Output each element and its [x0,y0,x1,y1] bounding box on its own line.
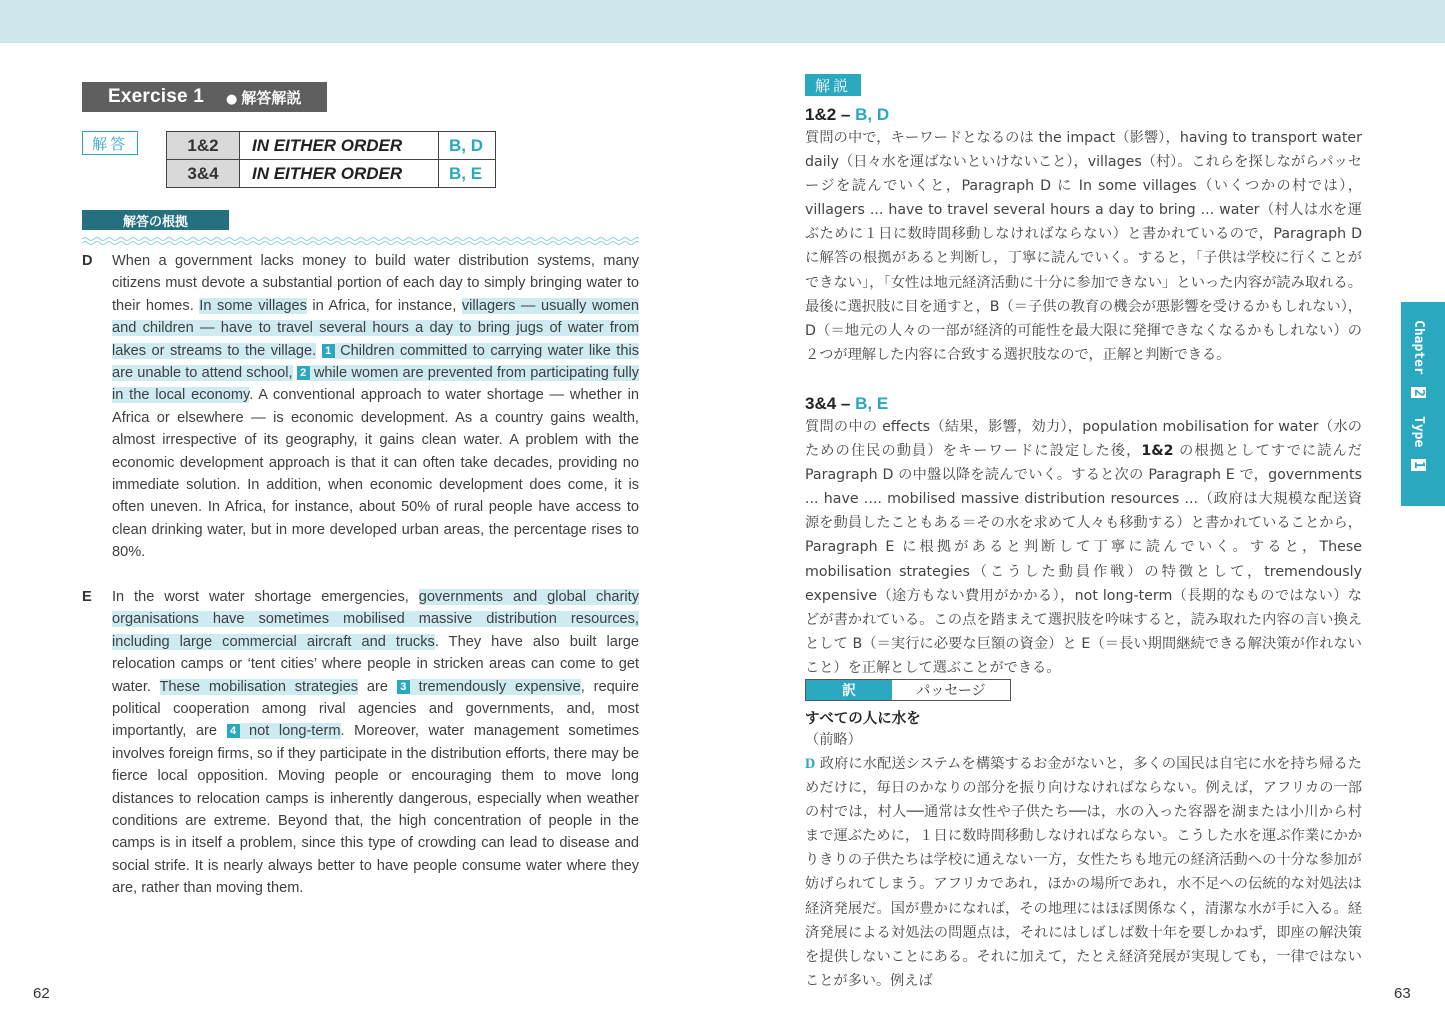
table-row [167,132,496,160]
paragraph-body [112,586,639,900]
section-heading-3-4 [805,394,888,414]
translation-prev: （前略） [805,732,862,748]
translation-header [805,679,1011,701]
number-badge: 2 [297,366,310,380]
paragraph-letter: D [805,756,816,772]
answer-order-note: IN EITHER ORDER [240,160,439,188]
highlight: villagers — usually women and children — have to travel several hours a day to bring jugs of water from lakes or streams to the village. [112,297,640,359]
paragraph-e [82,586,639,900]
translation-label: 訳 [806,680,892,700]
text-run: 質問の中の effects（結果，影響，効力），population mobilisation for water（水のための住民の動員）をキーワードに設定した後， [805,419,1362,460]
highlight: In some villages [199,297,307,314]
basis-label: 解答の根拠 [82,210,229,230]
table-row [167,160,496,188]
text-run: When a government lacks money to build water distribution systems, many citizens must devote a substantial portion of each day to simply bringing water to their homes. [112,253,639,314]
answer-label: 解答 [82,131,138,155]
text-run: In the worst water shortage emergencies, [112,589,419,605]
highlight: not long-term [239,723,341,740]
heading-number: 3&4 – [805,394,856,413]
kaisetsu-label: 解説 [805,74,861,96]
section-heading-1-2 [805,105,889,125]
answer-question-num: 1&2 [167,132,240,160]
answer-value: B, E [439,160,496,188]
highlight: tremendously expensive [409,678,581,695]
page-number-left: 62 [33,985,50,1002]
translation-body [805,752,1362,993]
explanation-1-2: 質問の中で，キーワードとなるのは the impact（影響），having to transport water daily（日々水を運ばないといけないこと），villages（村）。これらを探しながらパッセージを読んでいくと，Paragraph D に In some villages（いくつかの村では），villagers ... have to travel several hours a day to bring ... water（村人は水を運ぶために１日に数時間移動しなければならない）と書かれているので，Paragraph D に解答の根拠があると判断し，丁寧に読んでいく。すると，「子供は学校に行くことができない」，「女性は地元経済活動に十分に参加できない」といった内容が読み取れる。最後に選択肢に目を通すと，B（＝子供の教育の機会が悪影響を受けるかもしれない），D（＝地元の人々の一部が経済的可能性を最大限に発揮できなくなるかもしれない）の２つが理解した内容に合致する選択肢なので，正解と判断できる。 [805,130,1362,363]
answer-question-num: 3&4 [167,160,240,188]
highlight: while women are prevented from participating fully in the local economy [112,365,639,404]
paragraph-d [82,250,639,564]
page-number-right: 63 [1394,985,1411,1002]
highlight: Children committed to carrying water like this are unable to attend school, [112,342,639,382]
answer-order-note: IN EITHER ORDER [240,132,439,160]
highlight: governments and global charity organisations have sometimes mobilised massive distribution resources, including large commercial aircraft and trucks [112,589,639,650]
text-run: are [358,678,397,695]
type-label: Type [1411,416,1426,448]
passage-label: パッセージ [916,683,986,699]
exercise-subtitle: ● 解答解説 [226,87,301,108]
answer-value: B, D [439,132,496,160]
chapter-label: Chapter [1411,320,1426,375]
text-run: . Moreover, water management sometimes involves foreign firms, so if they participate in the distribution efforts, there may be fierce local opposition. Moving people or encouraging them to move long distances to relocation camps is inherently dangerous, especially when weather conditions are extreme. Beyond that, the high concentration of people in the camps is in itself a problem, since this type of crowding can lead to disease and social strife. It is nearly always better to have people consume water where they are, rather than moving them. [112,723,639,897]
answer-table [166,131,496,188]
paragraph-body [112,250,639,564]
side-tab-text [1411,320,1426,475]
top-color-band [0,0,1445,43]
chapter-side-tab [1401,302,1445,506]
heading-answer: B, D [855,105,890,124]
bold-run: 1&2 [1141,443,1174,460]
text-run: 政府に水配送システムを構築するお金がないと，多くの国民は自宅に水を持ち帰るためだけに，毎日のかなりの部分を振り向けなければならない。例えば，アフリカの一部の村では，村人──通常は女性や子供たち──は，水の入った容器を湖または小川から村まで運ぶために，１日に数時間移動しなければならない。こうした水を運ぶ作業にかかりきりの子供たちは学校に通えない一方，女性たちも地元の経済活動への十分な参加が妨げられてしまう。アフリカであれ，ほかの場所であれ，水不足への伝統的な対処法は経済発展だ。国が豊かになれば，その地理にはほぼ関係なく，清潔な水が手に入る。経済発展による対処法の問題点は，それにはしばしば数十年を要しかねず，即座の解決策を提供しないことにある。それに加えて，たとえ経済発展が実現しても，一律ではないことが多い。例えば [805,756,1362,989]
number-badge: 4 [227,724,240,738]
text-run: . A conventional approach to water shortage — whether in Africa or elsewhere — is economic development. As a country gains wealth, almost irrespective of its geography, it gains clean water. A problem with the economic development approach is that it can often take decades, providing no immediate solution. In addition, when economic development does come, it is often uneven. In Africa, for instance, about 50% of rural people have access to clean drinking water, but in more developed urban areas, the percentage rises to 80%. [112,387,639,561]
exercise-title: Exercise 1 [108,86,205,107]
text-run: , require political cooperation among rival agencies and governments, and, most importantly, are [112,678,640,740]
exercise-header [82,82,327,112]
paragraph-letter: D [82,253,93,269]
chapter-number: 2 [1411,388,1426,397]
heading-number: 1&2 – [805,105,856,124]
text-run: in Africa, for instance, [306,297,462,314]
heading-answer: B, E [855,394,889,413]
explanation-3-4 [805,415,1362,680]
number-badge: 3 [397,680,410,694]
text-run: . They have also built large relocation camps or ‘tent cities’ where people in stricken areas can come to get water. [112,633,639,695]
text-run: の根拠としてすでに読んだ Paragraph D の中盤以降を読んでいく。すると次の Paragraph E で，governments ... have .... mobilised massive distribution resources ...（政府は大規模な配送資源を動員したこともある＝その水を求めて人々も移動する）と書かれていることから，Paragraph E に根拠があると判断して丁寧に読んでいく。すると，These mobilisation strategies（こうした動員作戦）の特徴として，tremendously expensive（途方もない費用がかかる），not long-term（長期的なものではない）などが書かれている。この点を踏まえて選択肢を吟味すると，読み取れた内容の言い換えとして B（＝実行に必要な巨額の資金）と E（＝長い期間継続できる解決策が作れないこと）を正解として選ぶことができる。 [805,443,1362,676]
number-badge: 1 [322,344,335,358]
wavy-divider [82,236,639,246]
translation-title: すべての人に水を [805,711,921,727]
highlight: These mobilisation strategies [159,678,359,695]
type-number: 1 [1411,461,1426,470]
paragraph-letter: E [82,589,92,605]
